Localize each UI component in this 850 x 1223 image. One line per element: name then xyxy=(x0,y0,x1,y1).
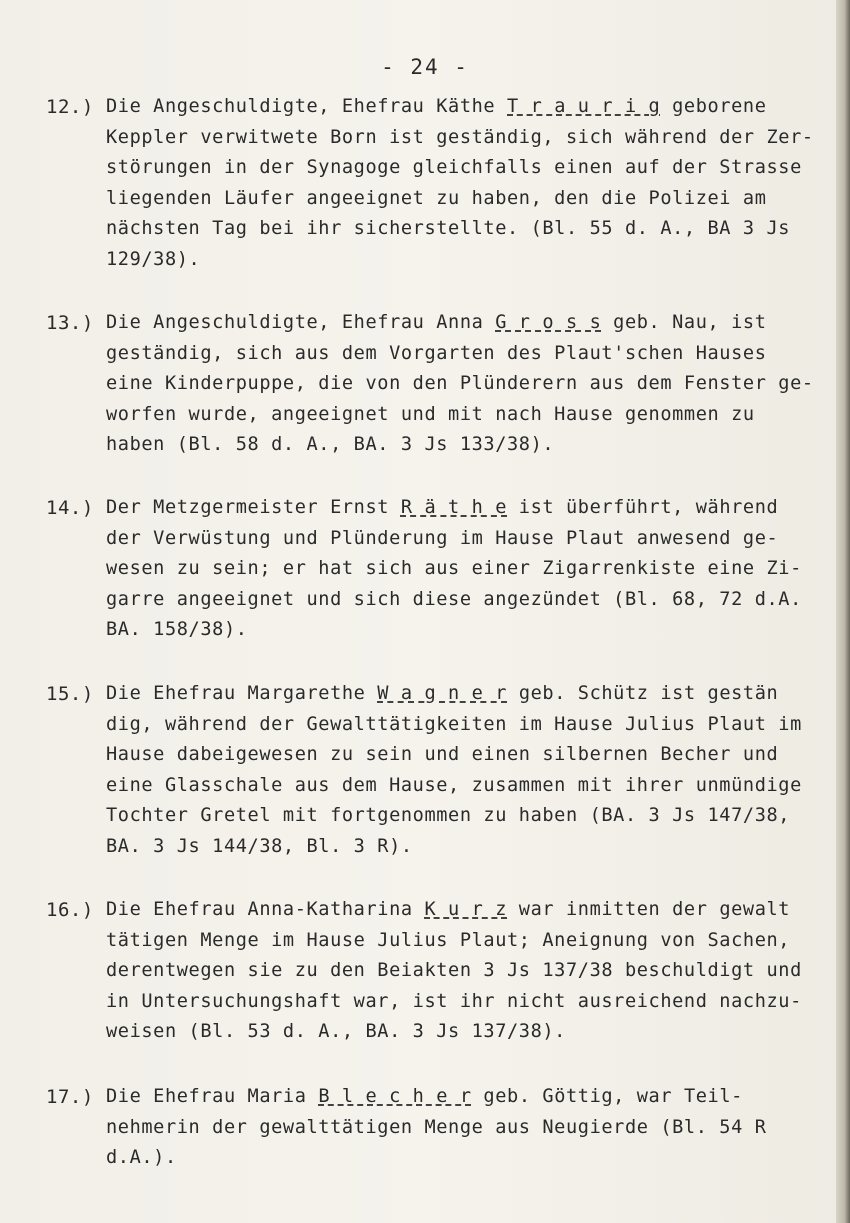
item-number: 16.) xyxy=(46,899,94,921)
text-line xyxy=(106,369,846,400)
spaced-surname: T r a u r i g xyxy=(507,96,661,117)
text-line xyxy=(106,554,846,585)
text-segment: BA. 3 Js 144/38, Bl. 3 R). xyxy=(106,835,413,857)
text-segment: worfen wurde, angeeignet und mit nach Hause genommen zu xyxy=(106,403,755,425)
list-item xyxy=(46,493,846,646)
text-line xyxy=(106,801,846,832)
text-segment: haben (Bl. 58 d. A., BA. 3 Js 133/38). xyxy=(106,434,555,455)
text-segment: nehmerin der gewalttätigen Menge aus Neugierde (Bl. 54 R xyxy=(106,1116,767,1138)
text-segment: tätigen Menge im Hause Julius Plaut; Aneignung von Sachen, xyxy=(106,929,791,951)
list-item xyxy=(46,895,846,1048)
text-line xyxy=(106,679,846,710)
text-segment: BA. 158/38). xyxy=(106,619,248,640)
text-line xyxy=(106,585,846,616)
text-segment: weisen (Bl. 53 d. A., BA. 3 Js 137/38). xyxy=(106,1021,566,1042)
text-segment: geständig, sich aus dem Vorgarten des Plaut'schen Hauses xyxy=(106,342,767,364)
text-line xyxy=(106,895,846,926)
text-line xyxy=(106,926,846,957)
text-segment: Die Ehefrau Margarethe xyxy=(106,683,378,704)
text-line xyxy=(106,1017,846,1048)
text-line xyxy=(106,615,846,646)
spaced-surname: W a g n e r xyxy=(377,683,508,704)
text-line xyxy=(106,987,846,1018)
text-segment: garre angeeignet und sich diese angezündet (Bl. 68, 72 d.A. xyxy=(106,588,802,610)
item-number: 12.) xyxy=(46,96,94,118)
spaced-surname: R ä t h e xyxy=(400,497,508,518)
list-item xyxy=(46,92,846,275)
text-segment: Die Ehefrau Anna-Katharina xyxy=(106,899,425,920)
list-item xyxy=(46,308,846,461)
text-line xyxy=(106,400,846,431)
text-segment: derentwegen sie zu den Beiakten 3 Js 137/38 beschuldigt und xyxy=(106,960,802,981)
text-segment: wesen zu sein; er hat sich aus einer Zigarrenkiste eine Zi- xyxy=(106,558,802,579)
text-line xyxy=(106,339,846,370)
text-line xyxy=(106,245,846,276)
item-number: 13.) xyxy=(46,312,94,334)
list-item xyxy=(46,1082,846,1174)
list-item xyxy=(46,679,846,862)
text-segment: nächsten Tag bei ihr sicherstellte. (Bl. 55 d. A., BA 3 Js xyxy=(106,218,791,239)
text-line xyxy=(106,771,846,802)
text-segment: Tochter Gretel mit fortgenommen zu haben (BA. 3 Js 147/38, xyxy=(106,805,791,826)
text-segment: geborene xyxy=(660,96,767,117)
text-segment: eine Glasschale aus dem Hause, zusammen mit ihrer unmündige xyxy=(106,774,802,796)
text-segment: ist überführt, während xyxy=(507,497,779,518)
text-segment: Keppler verwitwete Born ist geständig, sich während der Zer- xyxy=(106,126,814,148)
item-number: 17.) xyxy=(46,1086,94,1108)
text-segment: d.A.). xyxy=(106,1147,177,1168)
text-line xyxy=(106,524,846,555)
text-line xyxy=(106,1082,846,1113)
text-line xyxy=(106,740,846,771)
spaced-surname: G r o s s xyxy=(495,312,602,333)
text-line xyxy=(106,1113,846,1144)
text-line xyxy=(106,123,846,154)
text-segment: geb. Nau, ist xyxy=(601,312,767,333)
text-line xyxy=(106,493,846,524)
text-line xyxy=(106,184,846,215)
spaced-surname: K u r z xyxy=(424,899,508,920)
text-segment: dig, während der Gewalttätigkeiten im Hause Julius Plaut im xyxy=(106,713,802,735)
text-segment: der Verwüstung und Plünderung im Hause Plaut anwesend ge- xyxy=(106,527,779,549)
text-line xyxy=(106,832,846,863)
text-segment: störungen in der Synagoge gleichfalls einen auf der Strasse xyxy=(106,157,802,178)
text-line xyxy=(106,430,846,461)
page-number: - 24 - xyxy=(381,55,469,79)
text-segment: Der Metzgermeister Ernst xyxy=(106,497,401,518)
spaced-surname: B l e c h e r xyxy=(318,1086,472,1107)
text-segment: in Untersuchungshaft war, ist ihr nicht ausreichend nachzu- xyxy=(106,990,802,1012)
text-segment: geb. Göttig, war Teil- xyxy=(471,1086,743,1107)
item-number: 14.) xyxy=(46,497,94,519)
text-line xyxy=(106,710,846,741)
text-line xyxy=(106,956,846,987)
text-line xyxy=(106,308,846,339)
text-line xyxy=(106,214,846,245)
text-segment: Die Ehefrau Maria xyxy=(106,1086,319,1107)
text-segment: liegenden Läufer angeeignet zu haben, den die Polizei am xyxy=(106,187,767,209)
text-segment: geb. Schütz ist gestän xyxy=(507,683,779,704)
text-segment: Die Angeschuldigte, Ehefrau Anna xyxy=(106,312,496,333)
text-line xyxy=(106,153,846,184)
text-segment: war inmitten der gewalt xyxy=(507,899,791,920)
text-line xyxy=(106,92,846,123)
text-segment: eine Kinderpuppe, die von den Plünderern aus dem Fenster ge- xyxy=(106,373,814,394)
text-segment: Hause dabeigewesen zu sein und einen silbernen Becher und xyxy=(106,744,779,765)
text-line xyxy=(106,1143,846,1174)
item-number: 15.) xyxy=(46,683,94,705)
text-segment: Die Angeschuldigte, Ehefrau Käthe xyxy=(106,96,508,117)
text-segment: 129/38). xyxy=(106,248,201,270)
